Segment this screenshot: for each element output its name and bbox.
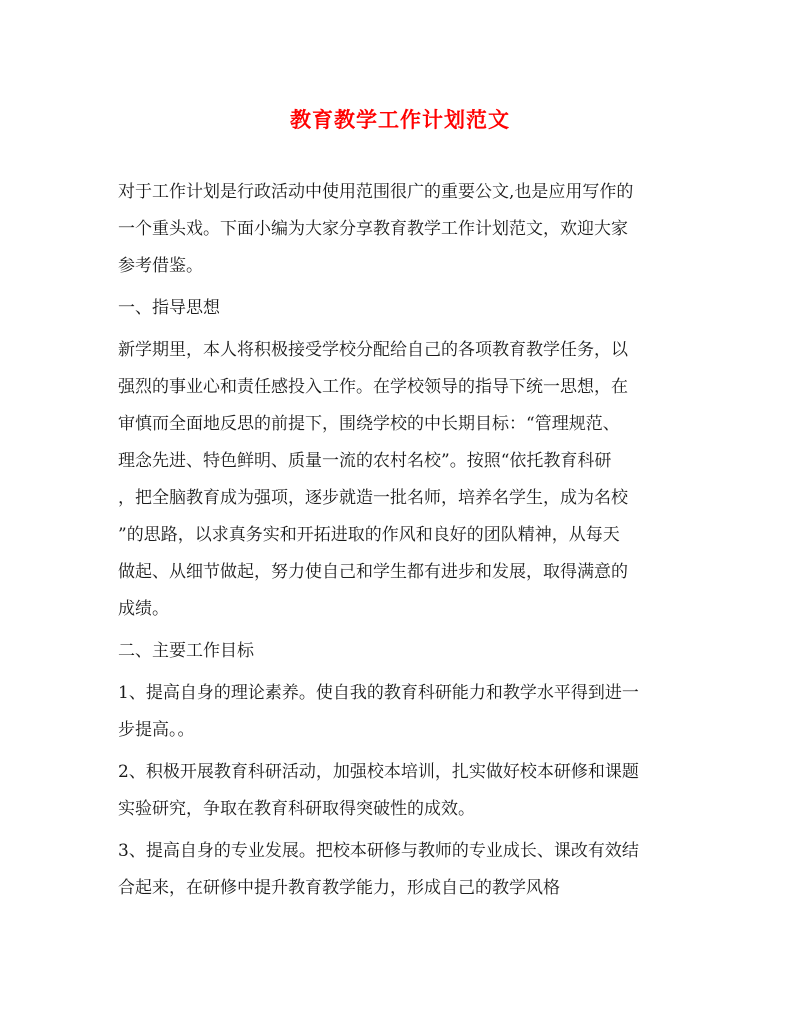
text-line: 一个重头戏。下面小编为大家分享教育教学工作计划范文，欢迎大家 xyxy=(118,219,628,239)
section-heading-guiding-ideology xyxy=(118,290,682,327)
text-line: 3、提高自身的专业发展。把校本研修与教师的专业成长、课改有效结 xyxy=(118,841,639,861)
text-line: 1、提高自身的理论素养。使自我的教育科研能力和教学水平得到进一 xyxy=(118,683,639,703)
text-line: 二、主要工作目标 xyxy=(118,641,254,661)
text-line: 参考借鉴。 xyxy=(118,256,203,276)
text-line: 强烈的事业心和责任感投入工作。在学校领导的指导下统一思想，在 xyxy=(118,377,628,397)
text-line: 理念先进、特色鲜明、质量一流的农村名校”。按照“依托教育科研 xyxy=(118,451,612,471)
section-heading-main-goals xyxy=(118,633,682,670)
goal-item-3 xyxy=(118,833,682,907)
text-line: 对于工作计划是行政活动中使用范围很广的重要公文,也是应用写作的 xyxy=(118,182,634,202)
paragraph-guiding-ideology xyxy=(118,332,682,628)
text-line: ”的思路，以求真务实和开拓进取的作风和良好的团队精神，从每天 xyxy=(118,525,620,545)
document-body xyxy=(118,174,682,907)
text-line: 做起、从细节做起，努力使自己和学生都有进步和发展，取得满意的 xyxy=(118,562,628,582)
text-line: 新学期里，本人将积极接受学校分配给自己的各项教育教学任务，以 xyxy=(118,340,628,360)
text-line: 成绩。 xyxy=(118,599,169,619)
text-line: 步提高。。 xyxy=(118,720,195,740)
document-title: 教育教学工作计划范文 xyxy=(290,107,510,132)
paragraph-intro xyxy=(118,174,682,285)
goal-item-2 xyxy=(118,754,682,828)
text-line: 2、积极开展教育科研活动，加强校本培训，扎实做好校本研修和课题 xyxy=(118,762,639,782)
text-line: 合起来，在研修中提升教育教学能力，形成自己的教学风格 xyxy=(118,878,560,898)
text-line: 一、指导思想 xyxy=(118,298,220,318)
text-line: 审慎而全面地反思的前提下，围绕学校的中长期目标：“管理规范、 xyxy=(118,414,620,434)
text-line: 实验研究，争取在教育科研取得突破性的成效。 xyxy=(118,799,475,819)
text-line: ，把全脑教育成为强项，逐步就造一批名师，培养名学生，成为名校 xyxy=(118,488,628,508)
goal-item-1 xyxy=(118,675,682,749)
